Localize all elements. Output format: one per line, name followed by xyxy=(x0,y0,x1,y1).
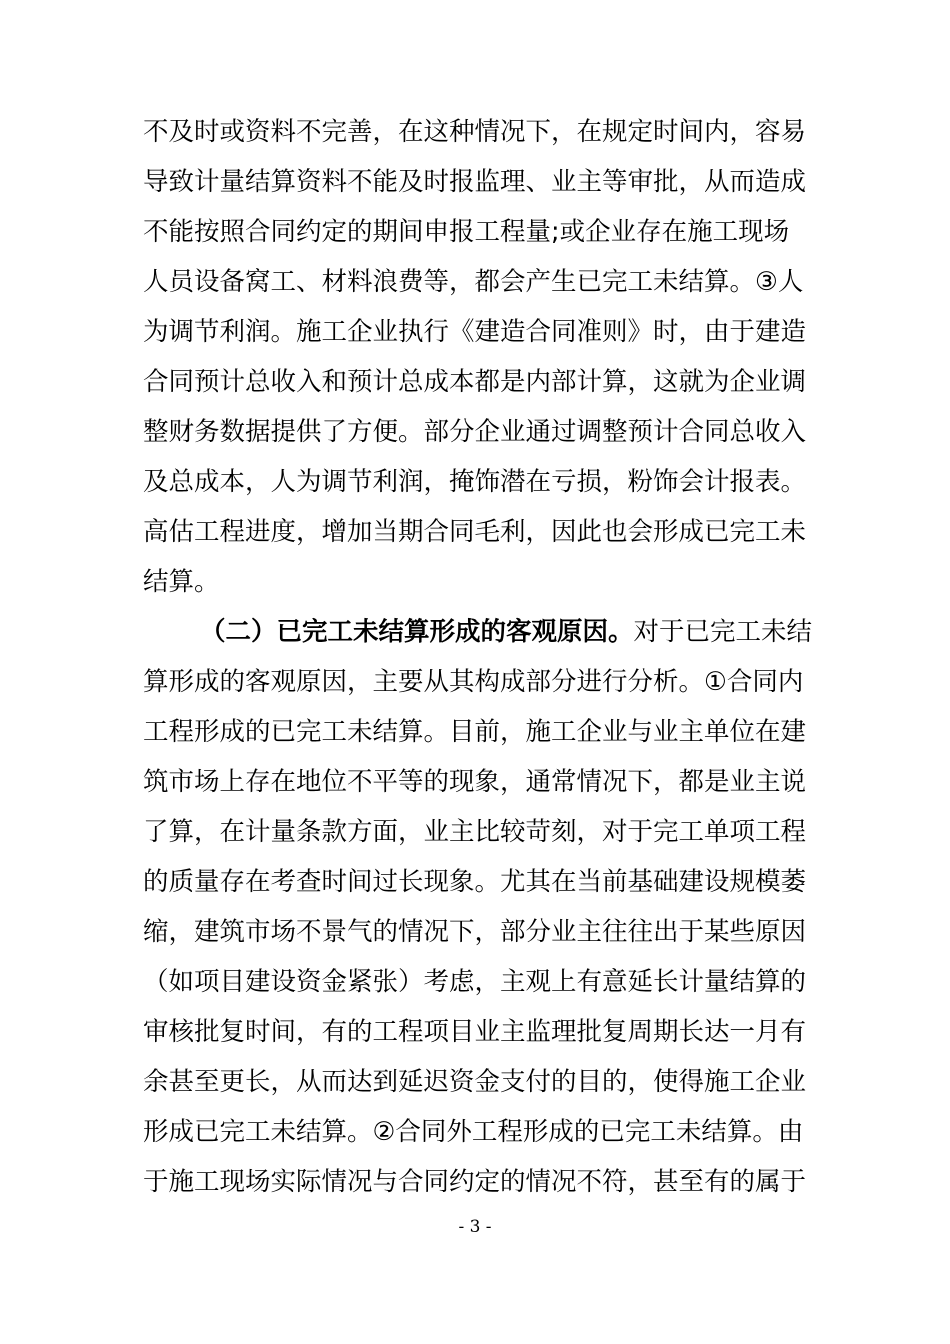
text-line: 筑市场上存在地位不平等的现象，通常情况下，都是业主说 xyxy=(143,767,807,797)
text-line: 结算。 xyxy=(143,567,220,597)
text-line: 不能按照合同约定的期间申报工程量;或企业存在施工现场 xyxy=(143,217,790,247)
body-text xyxy=(143,107,843,1207)
page-number: - 3 - xyxy=(458,1217,492,1237)
text-line: 于施工现场实际情况与合同约定的情况不符，甚至有的属于 xyxy=(143,1167,807,1197)
text-line: 缩，建筑市场不景气的情况下，部分业主往往出于某些原因 xyxy=(143,917,807,947)
text-line: 合同预计总收入和预计总成本都是内部计算，这就为企业调 xyxy=(143,367,807,397)
text-line: 不及时或资料不完善，在这种情况下，在规定时间内，容易 xyxy=(143,117,807,147)
text-line: 工程形成的已完工未结算。目前，施工企业与业主单位在建 xyxy=(143,717,807,747)
text-line: 导致计量结算资料不能及时报监理、业主等审批，从而造成 xyxy=(143,167,807,197)
text-line: （如项目建设资金紧张）考虑，主观上有意延长计量结算的 xyxy=(143,967,807,997)
paragraph-2 xyxy=(143,607,843,1207)
text-line: 人员设备窝工、材料浪费等，都会产生已完工未结算。③人 xyxy=(143,267,804,297)
text-line: 审核批复时间，有的工程项目业主监理批复周期长达一月有 xyxy=(143,1017,807,1047)
text-line: 整财务数据提供了方便。部分企业通过调整预计合同总收入 xyxy=(143,417,807,447)
paragraph-1 xyxy=(143,107,843,607)
text-line: 为调节利润。施工企业执行《建造合同准则》时，由于建造 xyxy=(143,317,807,347)
text-line: 了算，在计量条款方面，业主比较苛刻，对于完工单项工程 xyxy=(143,817,807,847)
text-line: 余甚至更长，从而达到延迟资金支付的目的，使得施工企业 xyxy=(143,1067,807,1097)
text-run: 对于已完工未结 xyxy=(633,617,813,647)
text-line: 形成已完工未结算。②合同外工程形成的已完工未结算。由 xyxy=(143,1117,804,1147)
text-line: 的质量存在考查时间过长现象。尤其在当前基础建设规模萎 xyxy=(143,867,807,897)
text-line: 及总成本，人为调节利润，掩饰潜在亏损，粉饰会计报表。 xyxy=(143,467,807,497)
section-heading: （二）已完工未结算形成的客观原因。 xyxy=(200,617,634,647)
paragraph-first-line xyxy=(143,607,843,657)
text-line: 算形成的客观原因，主要从其构成部分进行分析。①合同内 xyxy=(143,667,804,697)
text-line: 高估工程进度，增加当期合同毛利，因此也会形成已完工未 xyxy=(143,517,807,547)
